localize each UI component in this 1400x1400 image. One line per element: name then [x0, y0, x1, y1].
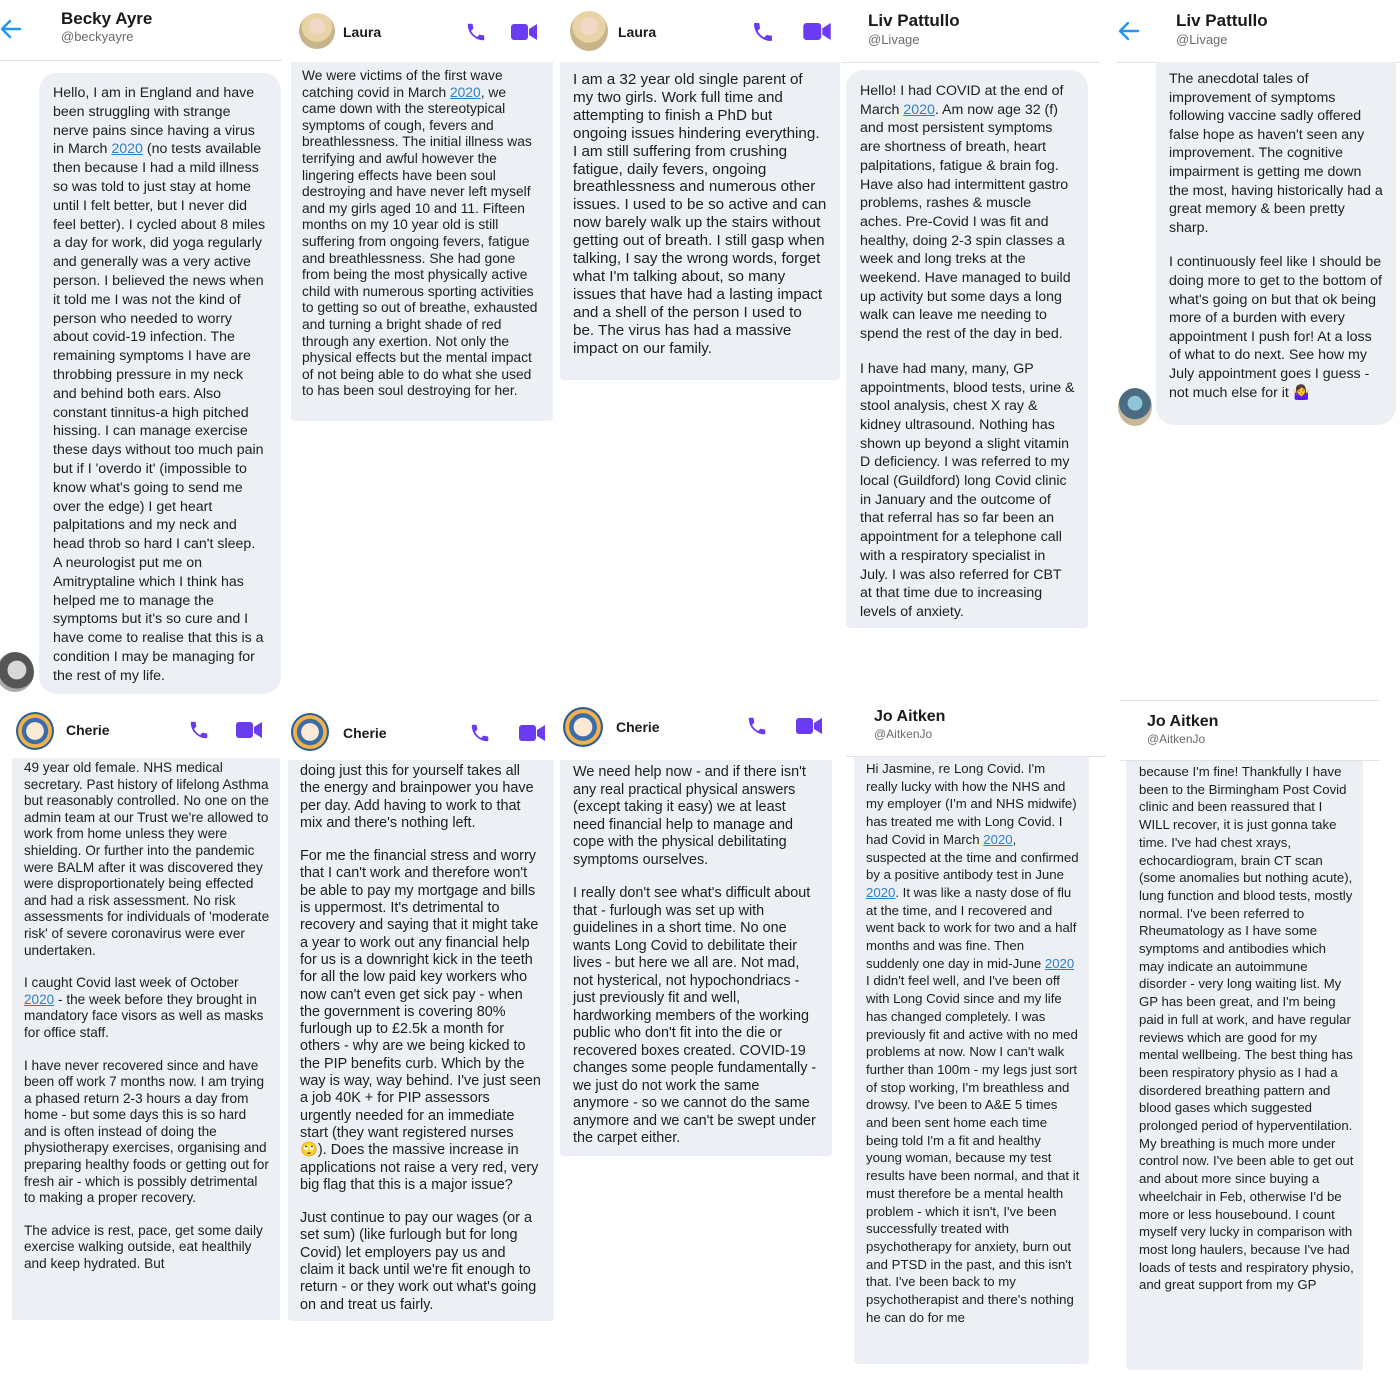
panel-jo-aitken-2 — [1120, 700, 1380, 1400]
contact-name: Laura — [343, 24, 382, 40]
message-text: I really don't see what's difficult about that - furlough was set up with guidelines in a short time. No one wants Long Covid to debilitate their lives - but here we all are. Not mad, not hysterical, not hypochondriacs - just previously fit and well, hardworking members of the working public who don't fit into the die or recovered boxes created. COVID-19 changes some people fundamentally - we just do not work the same anymore - so we cannot do the same anymore and we can't be swept under the carpet either. — [573, 885, 817, 1146]
panel-liv-pattullo-1 — [842, 0, 1100, 640]
panel-cherie-1 — [0, 700, 280, 1320]
message-text: We were victims of the first wave catching covid in March 2020, we came down with the stereotypical symptoms of cough, fevers and breathlessness. The initial illness was terrifying and awful however the lingering effects have been soul destroying and have never left myself and my girls aged 10 and 11. Fifteen months on my 10 year old is still suffering from ongoing fevers, fatigue and breathlessness. She had gone from being the most physically active child with numerous sporting activities to getting so out of breathe, exhausted and turning a bright shade of red through any exertion. Not only the physical effects but the mental impact of not being able to do what she used to has been soul destroying for her. — [302, 68, 538, 399]
phone-icon[interactable] — [751, 20, 775, 44]
date-link[interactable]: 2020 — [24, 991, 55, 1007]
message-bubble — [288, 760, 554, 1321]
video-call-icon[interactable] — [796, 717, 822, 735]
message-bubble — [854, 757, 1089, 1364]
contact-handle: @beckyayre — [61, 29, 134, 44]
phone-icon[interactable] — [469, 722, 491, 744]
contact-handle: @Livage — [1176, 32, 1228, 47]
contact-handle: @Livage — [868, 32, 920, 47]
avatar[interactable] — [291, 713, 329, 751]
video-call-icon[interactable] — [519, 724, 545, 742]
panel-liv-pattullo-2 — [1116, 0, 1400, 440]
message-bubble — [560, 62, 840, 380]
message-text: because I'm fine! Thankfully I have been to the Birmingham Post Covid clinic and been reassured that I WILL recover, it is just gonna take time. I've had chest xrays, echocardiogram, brain CT scan (some anomalies but nothing acute), lung function and blood tests, mostly normal. I've been referred to Rheumatology as I have some symptoms and antibodies which may indicate an autoimmune disorder - very long waiting list. My GP has been great, and I'm being paid in full at work, and have regular reviews which are good for my mental wellbeing. The best thing has been respiratory physio as I had a disordered breathing pattern and blood gases which suggested prolonged period of hyperventilation. My breathing is much more under control now. I've been able to get out and about more since buying a wheelchair in Feb, otherwise I'd be more or less housebound. I count myself very lucky in comparison with most long haulers, because I've had loads of tests and respiratory physio, and great support from my GP — [1139, 764, 1354, 1293]
message-text: I am a 32 year old single parent of my two girls. Work full time and attempting to finish a PhD but ongoing issues hindering everything. I am still suffering from crushing fatigue, daily fevers, ongoing breathlessness and numerous other issues. I used to be so active and can now barely walk up the stairs without getting out of breath. I still gasp when talking, I say the wrong words, forget what I'm talking about, so many issues that have had a lasting impact and a shell of the person I used to be. The virus has had a massive impact on our family. — [573, 71, 827, 357]
panel-laura-2 — [560, 0, 840, 390]
message-text: doing just this for yourself takes all the energy and brainpower you have per day. Add having to work to that mix and there's nothing left. — [300, 763, 534, 831]
contact-name: Laura — [618, 24, 657, 40]
message-bubble — [1126, 761, 1363, 1370]
date-link[interactable]: 2020 — [450, 84, 481, 100]
contact-name: Cherie — [343, 725, 387, 741]
back-arrow-icon[interactable] — [1116, 18, 1142, 44]
contact-name: Cherie — [616, 719, 660, 735]
message-text: For me the financial stress and worry that I can't work and therefore won't be able to pay my mortgage and bills is uppermost. It's detrimental to recovery and saying that it might take a year to work out any financial help for us is a downright kick in the teeth for all the low paid key workers who now can't even get sick pay - when the government is covering 80% furlough up to £2.5k a month for others - why are we being kicked to the PIP benefits curb. Which by the way is way, way behind. I've just seen a job 40K + for PIP assessors urgently needed for an immediate start (they want registered nurses 🙄). Does the massive increase in applications not raise a very red, very big flag that this is a major issue? — [300, 848, 541, 1193]
message-text: The advice is rest, pace, get some daily exercise walking outside, eat healthily and keep hydrated. But — [24, 1222, 263, 1272]
panel-becky-ayre — [0, 0, 282, 700]
date-link[interactable]: 2020 — [983, 831, 1013, 847]
date-link[interactable]: 2020 — [1044, 955, 1075, 971]
message-text: I have never recovered since and have been off work 7 months now. I am trying a phased return 2-3 hours a day from home - but some days this is so hard and is often instead of doing the physiotherapy exercises, organising and preparing healthy foods or getting out for fresh air - which is possibly detrimental to making a proper recovery. — [24, 1057, 269, 1206]
contact-handle: @AitkenJo — [874, 727, 933, 741]
message-text: Hello, I am in England and have been struggling with strange nerve pains since having a virus in March 2020 (no tests available then because I had a mild illness so was told to just stay at home until I felt better, but I never did feel better). I cycled about 8 miles a day for work, did yoga regularly and generally was a very active person. I believed the news when it told me I was not the kind of person who needed to worry about covid-19 infection. The remaining symptoms I have are throbbing pressure in my neck and behind both ears. Also constant tinnitus-a high pitched hissing. I can manage exercise these days without too much pain but if I 'overdo it' (impossible to know what's going to send me over the edge) I get heart palpitations and my neck and head throb so hard I can't sleep. A neurologist put me on Amitryptaline which I think has helped me to manage the symptoms but it's so cure and I have come to realise that this is a condition I may be managing for the rest of my life. — [53, 85, 266, 684]
contact-handle: @AitkenJo — [1147, 732, 1206, 746]
message-text: I have had many, many, GP appointments, blood tests, urine & stool analysis, chest X ray & kidney ultrasound. Nothing has shown up beyond a slight vitamin D deficiency. I was referred to my local (Guildford) long Covid clinic in January and the outcome of that referral has so far been an appointment for a telephone call with a respiratory specialist in July. I was also referred for CBT at that time due to increasing levels of anxiety. — [860, 360, 1075, 620]
phone-icon[interactable] — [188, 719, 210, 741]
message-bubble — [12, 758, 280, 1320]
message-bubble — [291, 62, 553, 421]
message-bubble — [560, 760, 832, 1156]
message-text: The anecdotal tales of improvement of symptoms following vaccine sadly offered false hope as haven't seen any improvement. The cognitive impairment is getting me down the most, having historically had a great memory & been pretty sharp. — [1169, 71, 1383, 236]
date-link[interactable]: 2020 — [903, 101, 935, 118]
video-call-icon[interactable] — [511, 23, 537, 41]
avatar[interactable] — [16, 712, 54, 750]
message-bubble — [1156, 62, 1396, 425]
date-link[interactable]: 2020 — [111, 141, 143, 158]
message-text: Just continue to pay our wages (or a set sum) (like furlough but for long Covid) let employers pay us and claim it back until we're fit enough to return - or they work out what's going on and treat us fairly. — [300, 1210, 537, 1313]
message-text: I caught Covid last week of October 2020 - the week before they brought in mandatory face visors as well as masks for office staff. — [24, 975, 264, 1040]
panel-cherie-3 — [560, 700, 836, 1170]
avatar[interactable] — [299, 13, 335, 49]
message-bubble — [39, 73, 281, 694]
video-call-icon[interactable] — [803, 22, 831, 41]
panel-cherie-2 — [286, 700, 558, 1340]
message-text: Hello! I had COVID at the end of March 2020. Am now age 32 (f) and most persistent symptoms are shortness of breath, heart palpitations, fatigue & brain fog. Have also had intermittent gastro problems, rashes & muscle aches. Pre-Covid I was fit and healthy, doing 2-3 spin classes a week and long treks at the weekend. Have managed to build up activity but some days a long walk can leave me needing to spend the rest of the day in bed. — [860, 83, 1071, 343]
panel-laura-1 — [289, 0, 557, 430]
date-link[interactable]: 2020 — [866, 884, 896, 900]
back-arrow-icon[interactable] — [0, 16, 24, 42]
phone-icon[interactable] — [465, 21, 487, 43]
video-call-icon[interactable] — [236, 721, 262, 739]
avatar[interactable] — [1118, 388, 1152, 426]
phone-icon[interactable] — [746, 715, 768, 737]
contact-name: Cherie — [66, 722, 110, 738]
contact-name: Becky Ayre — [61, 9, 153, 28]
message-text: I continuously feel like I should be doing more to get to the bottom of what's going on but that ok being more of a burden with every appointment I push for! At a loss of what to do next. See how my July appointment goes I guess - not much else for it 🤷‍♀️ — [1169, 254, 1382, 401]
message-text: Hi Jasmine, re Long Covid. I'm really lucky with how the NHS and my employer (I'm and NHS midwife) has treated me with Long Covid. I had Covid in March 2020, suspected at the time and confirmed by a positive antibody test in June 2020. It was like a nasty dose of flu at the time, and I recovered and went back to work for two and a half months and was fine. Then suddenly one day in mid-June 2020 I didn't feel well, and I've been off with Long Covid since and my life has changed completely. I was previously fit and active with no med problems at now. Now I can't walk further than 100m - my legs just sort of stop working, I'm breathless and drowsy. I've been to A&E 5 times and been sent home each time being told I'm a fit and healthy young woman, because my test results have been normal, and that it must therefore be a mental health problem - which it isn't, I've been successfully treated with psychotherapy for anxiety, burn out and PTSD in the past, and this isn't that. I've been back to my psychotherapist and there's nothing he can do for me — [866, 761, 1080, 1325]
contact-name: Jo Aitken — [874, 708, 946, 725]
message-text: We need help now - and if there isn't any real practical physical answers (except taking it easy) we at least need financial help to manage and cope with the physical debilitating symptoms ourselves. — [573, 764, 806, 868]
panel-jo-aitken-1 — [846, 700, 1106, 1368]
contact-name: Liv Pattullo — [868, 11, 960, 30]
message-text: 49 year old female. NHS medical secretary. Past history of lifelong Asthma but reasonably controlled. No one on the admin team at our Trust we're allowed to work from home unless they were shielding. Or further into the pandemic were BALM after it was discovered they were disproportionately being effected and had a risk assessment. No risk assessments for individuals of 'moderate risk' of severe coronavirus were ever undertaken. — [24, 760, 270, 958]
avatar[interactable] — [0, 652, 34, 692]
avatar[interactable] — [570, 11, 608, 51]
contact-name: Jo Aitken — [1147, 713, 1219, 730]
avatar[interactable] — [563, 707, 603, 747]
message-bubble — [846, 70, 1088, 628]
contact-name: Liv Pattullo — [1176, 11, 1268, 30]
